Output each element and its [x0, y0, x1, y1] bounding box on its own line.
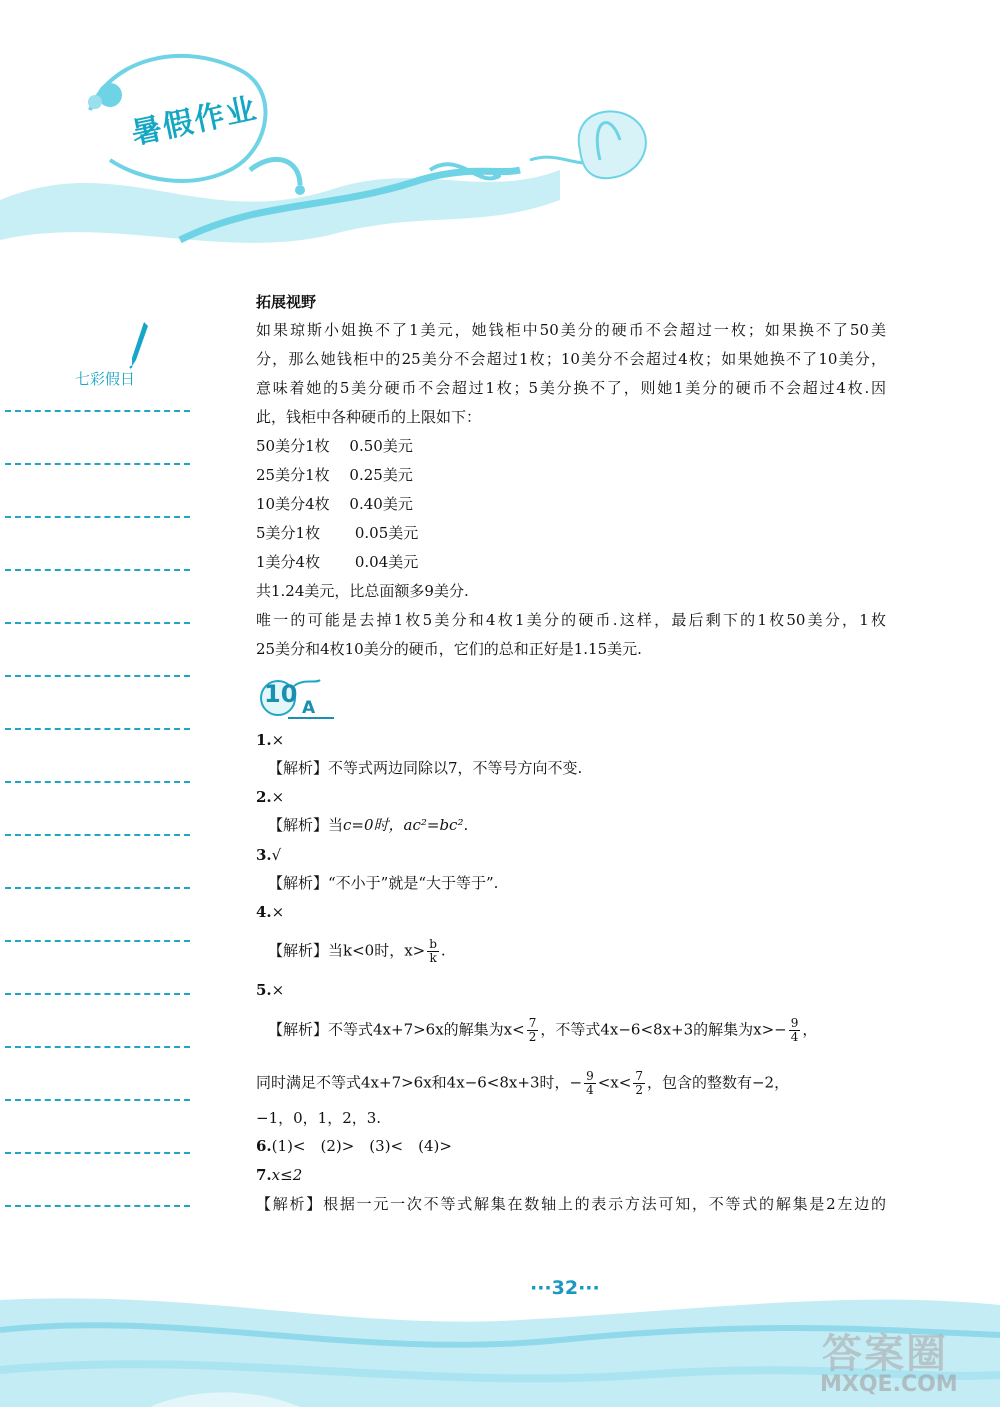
- sidebar-label: 七彩假日: [75, 370, 136, 388]
- question-answer: √: [271, 846, 282, 864]
- analysis-part: .: [440, 941, 446, 960]
- note-line: [5, 1205, 190, 1207]
- total-line: 共1.24美元，比总面额多9美分.: [256, 582, 469, 600]
- question-7: [256, 1165, 302, 1185]
- question-1: [256, 730, 284, 750]
- question-answer: ×: [271, 981, 285, 999]
- question-answer: x≤2: [271, 1166, 303, 1184]
- question-number: 6.: [256, 1137, 272, 1155]
- question-6: [256, 1136, 452, 1156]
- fraction-denominator: 2: [528, 1030, 537, 1044]
- note-line: [5, 728, 190, 730]
- analysis-text: 【解析】“不小于”就是“大于等于”.: [268, 874, 499, 892]
- note-line: [5, 993, 190, 995]
- analysis-text: [268, 815, 468, 835]
- fraction: [527, 1017, 539, 1044]
- fraction: [584, 1070, 596, 1097]
- coin-label: 50美分1枚: [256, 437, 330, 455]
- paragraph-line: 唯一的可能是去掉1枚5美分和4枚1美分的硬币.这样，最后剩下的1枚50美分，1枚: [256, 611, 886, 629]
- note-line: [5, 410, 190, 412]
- question-number: 3.: [256, 846, 272, 864]
- pen-icon: [128, 320, 150, 370]
- analysis-text: [268, 1017, 817, 1044]
- analysis-part: 【解析】当: [268, 816, 344, 834]
- fraction: [789, 1017, 801, 1044]
- question-3: [256, 845, 281, 865]
- coin-value: 0.40美元: [349, 495, 413, 513]
- paragraph-line: 25美分和4枚10美分的硬币，它们的总和正好是1.15美元.: [256, 640, 642, 658]
- note-line: [5, 1152, 190, 1154]
- note-line: [5, 516, 190, 518]
- fraction-numerator: 9: [790, 1016, 799, 1030]
- analysis-part: ，: [802, 1020, 818, 1039]
- analysis-text: −1，0，1，2，3.: [256, 1109, 382, 1127]
- analysis-text: 【解析】不等式两边同除以7，不等号方向不变.: [268, 759, 583, 777]
- paragraph-line: 分，那么她钱柜中的25美分不会超过1枚；10美分不会超过4枚；如果她换不了10美分，: [256, 350, 886, 368]
- coin-value: 0.50美元: [349, 437, 413, 455]
- fraction-denominator: k: [429, 951, 437, 965]
- coin-row: [256, 523, 418, 543]
- fraction-numerator: 7: [528, 1016, 537, 1030]
- watermark-logo: 答案圈: [822, 1331, 948, 1377]
- fraction: [633, 1070, 645, 1097]
- coin-label: 10美分4枚: [256, 495, 330, 513]
- coin-row: [256, 465, 413, 485]
- note-line: [5, 940, 190, 942]
- note-line: [5, 781, 190, 783]
- coin-row: [256, 552, 418, 572]
- note-line: [5, 1046, 190, 1048]
- question-answer: ×: [271, 903, 285, 921]
- note-line: [5, 834, 190, 836]
- note-line: [5, 675, 190, 677]
- watermark-url: MXQE.COM: [820, 1372, 958, 1397]
- coin-label: 25美分1枚: [256, 466, 330, 484]
- fraction-numerator: 9: [586, 1069, 594, 1083]
- coin-label: 1美分4枚: [256, 553, 321, 571]
- section-title: 拓展视野: [256, 293, 317, 311]
- note-line: [5, 887, 190, 889]
- fraction: [427, 938, 439, 965]
- analysis-text: 【解析】根据一元一次不等式解集在数轴上的表示方法可知，不等式的解集是2左边的: [256, 1195, 886, 1213]
- question-4: [256, 902, 284, 922]
- analysis-text: [268, 938, 446, 965]
- question-number: 5.: [256, 981, 272, 999]
- note-line: [5, 463, 190, 465]
- header-title: 暑假作业: [128, 90, 261, 152]
- question-answer: ×: [271, 788, 285, 806]
- paragraph-line: 此，钱柜中各种硬币的上限如下：: [256, 408, 482, 426]
- fraction-denominator: 4: [586, 1083, 594, 1097]
- analysis-part: <x<: [597, 1073, 632, 1092]
- paragraph-line: 意味着她的5美分硬币不会超过1枚；5美分换不了，则她1美分的硬币不会超过4枚.因: [256, 379, 886, 397]
- analysis-part: ，不等式4x−6<8x+3的解集为x>−: [540, 1020, 787, 1039]
- coin-row: [256, 494, 413, 514]
- question-number: 4.: [256, 903, 272, 921]
- coin-label: 5美分1枚: [256, 524, 321, 542]
- question-5: [256, 980, 284, 1000]
- exercise-letter: A: [302, 698, 316, 718]
- analysis-part: c=0时，ac²=bc².: [343, 816, 469, 834]
- analysis-part: 同时满足不等式4x+7>6x和4x−6<8x+3时，−: [256, 1073, 583, 1092]
- question-answer: ×: [271, 731, 285, 749]
- fraction-denominator: 4: [790, 1030, 799, 1044]
- note-line: [5, 569, 190, 571]
- fraction-numerator: b: [429, 937, 437, 951]
- note-line: [5, 622, 190, 624]
- analysis-part: 【解析】当k<0时，x>: [268, 941, 426, 960]
- question-answer: (1)< (2)> (3)< (4)>: [271, 1137, 452, 1155]
- question-number: 1.: [256, 731, 272, 749]
- coin-value: 0.25美元: [349, 466, 413, 484]
- question-2: [256, 787, 284, 807]
- fraction-numerator: 7: [635, 1069, 643, 1083]
- coin-value: 0.04美元: [354, 553, 419, 571]
- analysis-part: ，包含的整数有−2，: [646, 1073, 790, 1092]
- note-line: [5, 1099, 190, 1101]
- question-number: 2.: [256, 788, 272, 806]
- question-number: 7.: [256, 1166, 272, 1184]
- analysis-part: 【解析】不等式4x+7>6x的解集为x<: [268, 1020, 525, 1039]
- paragraph-line: 如果琼斯小姐换不了1美元，她钱柜中50美分的硬币不会超过一枚；如果换不了50美: [256, 321, 886, 339]
- coin-value: 0.05美元: [354, 524, 419, 542]
- coin-row: [256, 436, 413, 456]
- fraction-denominator: 2: [635, 1083, 643, 1097]
- analysis-text: [256, 1070, 789, 1097]
- page-number: ···32···: [530, 1277, 600, 1299]
- exercise-number: 10: [264, 680, 298, 708]
